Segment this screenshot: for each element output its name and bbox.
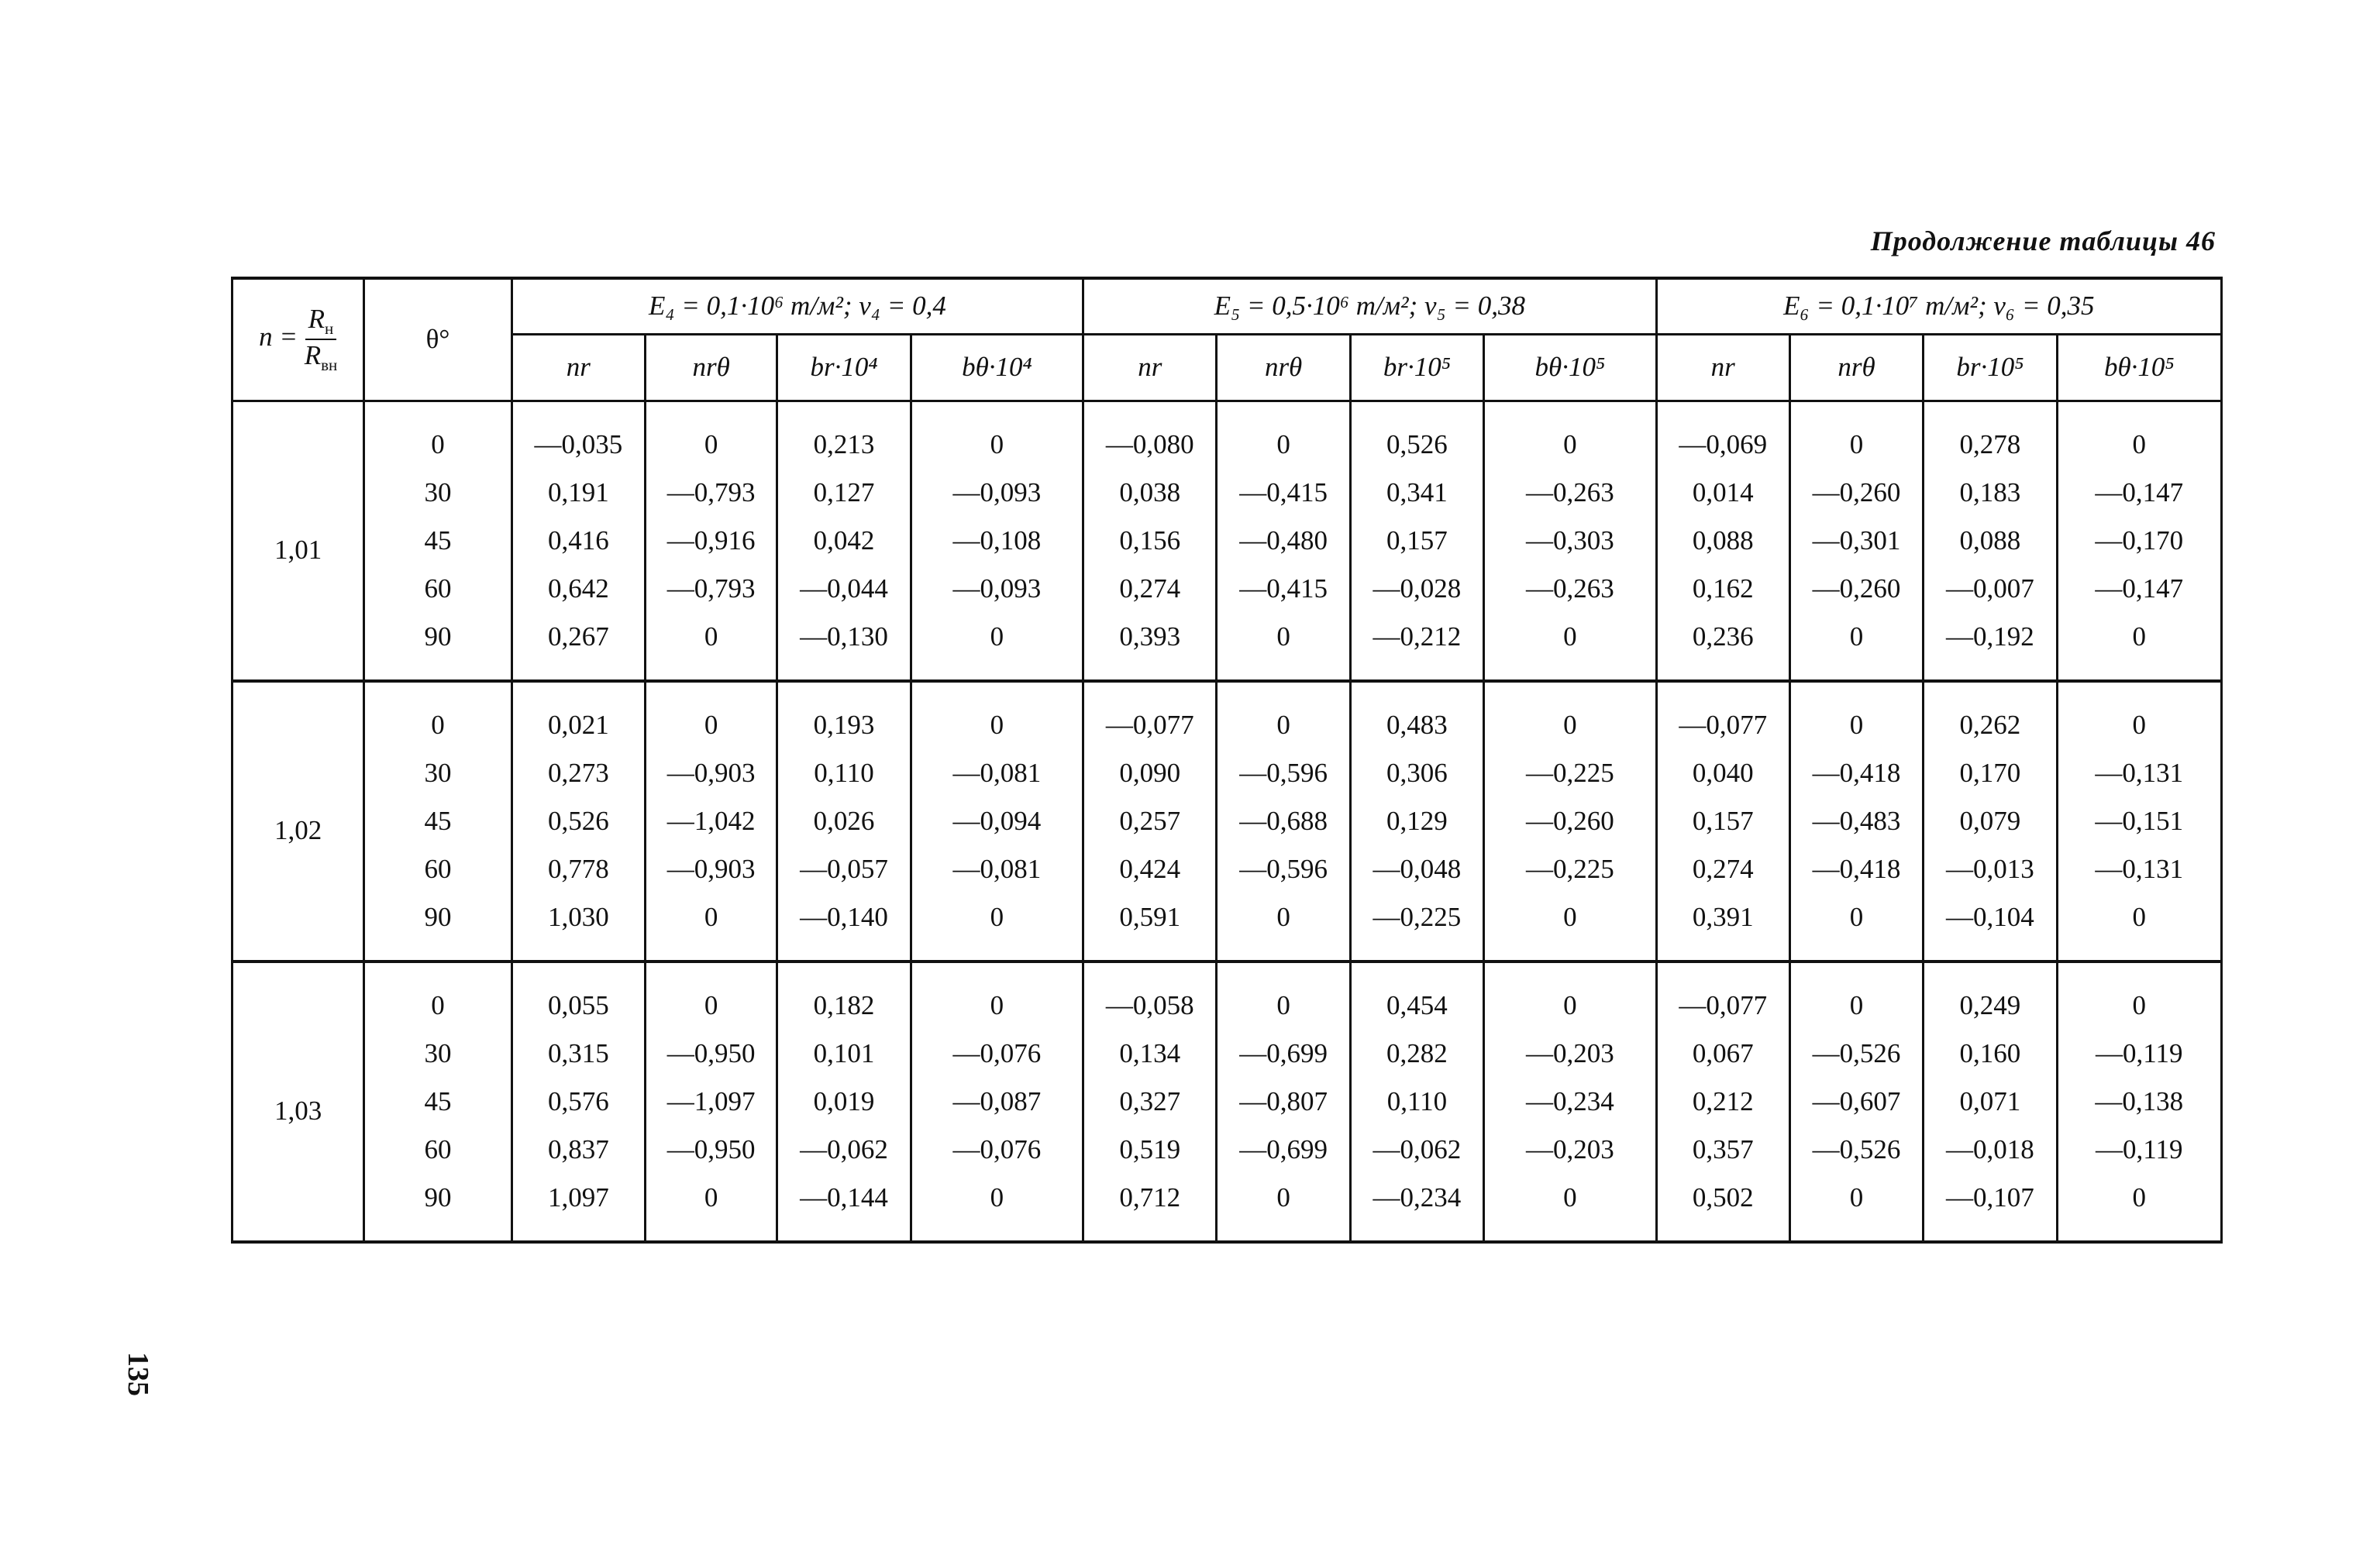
table-cell: —0,203 [1484, 1126, 1656, 1174]
table-cell: 0,038 [1083, 469, 1217, 517]
column-header: br·10⁴ [777, 334, 911, 401]
table-cell: 0 [1789, 962, 1923, 1030]
table-cell: —1,097 [646, 1078, 777, 1126]
table-cell: 0,257 [1083, 797, 1217, 845]
table-cell: 0,134 [1083, 1030, 1217, 1078]
table-cell: —0,131 [2057, 749, 2221, 797]
table-cell: 0 [646, 613, 777, 681]
table-cell: 1,097 [511, 1174, 645, 1242]
theta-value: 90 [364, 1174, 511, 1242]
theta-value: 0 [364, 401, 511, 469]
theta-value: 60 [364, 565, 511, 613]
table-cell: 0,278 [1924, 401, 2057, 469]
table-cell: 0,156 [1083, 517, 1217, 565]
table-cell: 0 [911, 401, 1083, 469]
table-cell: —0,260 [1789, 469, 1923, 517]
theta-value: 0 [364, 962, 511, 1030]
theta-header: θ° [364, 278, 511, 401]
table-cell: 0,129 [1350, 797, 1483, 845]
table-cell: —0,418 [1789, 845, 1923, 893]
table-cell: —0,028 [1350, 565, 1483, 613]
n-value: 1,03 [232, 962, 364, 1242]
table-cell: 0,454 [1350, 962, 1483, 1030]
table-row [232, 1030, 2222, 1078]
column-header: nr [1656, 334, 1789, 401]
n-numerator-sub: н [325, 319, 334, 339]
theta-value: 45 [364, 517, 511, 565]
table-cell: 0,249 [1924, 962, 2057, 1030]
table-cell: 0,157 [1350, 517, 1483, 565]
table-cell: 0 [646, 681, 777, 749]
table-cell: 0,837 [511, 1126, 645, 1174]
table-cell: 0 [911, 1174, 1083, 1242]
table-cell: 0,391 [1656, 893, 1789, 962]
table-cell: —0,131 [2057, 845, 2221, 893]
table-cell: —0,483 [1789, 797, 1923, 845]
table-cell: —0,950 [646, 1126, 777, 1174]
table-cell: 0,236 [1656, 613, 1789, 681]
table-cell: 1,030 [511, 893, 645, 962]
table-cell: 0,170 [1924, 749, 2057, 797]
table-cell: 0 [1217, 893, 1350, 962]
table-cell: —0,119 [2057, 1030, 2221, 1078]
table-cell: —0,018 [1924, 1126, 2057, 1174]
table-cell: 0 [646, 1174, 777, 1242]
table-row [232, 469, 2222, 517]
table-row [232, 893, 2222, 962]
table-cell: 0,055 [511, 962, 645, 1030]
table-cell: —0,526 [1789, 1030, 1923, 1078]
table-cell: —0,093 [911, 469, 1083, 517]
table-cell: 0 [1484, 401, 1656, 469]
theta-value: 45 [364, 1078, 511, 1126]
table-cell: 0,110 [1350, 1078, 1483, 1126]
table-cell: —0,081 [911, 845, 1083, 893]
table-cell: 0 [911, 681, 1083, 749]
table-cell: —0,234 [1484, 1078, 1656, 1126]
n-numerator: R [308, 304, 325, 335]
theta-value: 60 [364, 1126, 511, 1174]
table-cell: 0 [911, 613, 1083, 681]
table-cell: —0,526 [1789, 1126, 1923, 1174]
table-cell: —0,170 [2057, 517, 2221, 565]
column-header: bθ·10⁵ [2057, 334, 2221, 401]
table-cell: —0,151 [2057, 797, 2221, 845]
table-cell: —0,415 [1217, 565, 1350, 613]
table-cell: —0,225 [1484, 845, 1656, 893]
table-cell: —0,077 [1656, 681, 1789, 749]
n-denominator-sub: вн [321, 356, 338, 375]
table-cell: —0,076 [911, 1126, 1083, 1174]
table-row [232, 565, 2222, 613]
table-cell: —0,607 [1789, 1078, 1923, 1126]
table-cell: 0 [1789, 681, 1923, 749]
table-row [232, 1174, 2222, 1242]
table-body [232, 401, 2222, 1242]
table-cell: 0,416 [511, 517, 645, 565]
n-denominator: R [304, 340, 322, 371]
table-header [232, 278, 2222, 401]
table-cell: 0 [1217, 962, 1350, 1030]
table-cell: —0,699 [1217, 1030, 1350, 1078]
table-cell: —0,147 [2057, 565, 2221, 613]
table-cell: 0,282 [1350, 1030, 1483, 1078]
table-cell: 0,393 [1083, 613, 1217, 681]
table-cell: 0,357 [1656, 1126, 1789, 1174]
table-cell: 0,026 [777, 797, 911, 845]
table-cell: 0 [1789, 613, 1923, 681]
table-cell: —0,903 [646, 845, 777, 893]
table-cell: —0,225 [1350, 893, 1483, 962]
table-cell: 0 [646, 962, 777, 1030]
theta-value: 90 [364, 893, 511, 962]
theta-value: 30 [364, 469, 511, 517]
theta-value: 30 [364, 749, 511, 797]
table-cell: 0,262 [1924, 681, 2057, 749]
table-cell: —0,076 [911, 1030, 1083, 1078]
table-cell: 0,519 [1083, 1126, 1217, 1174]
table-cell: —0,950 [646, 1030, 777, 1078]
theta-value: 90 [364, 613, 511, 681]
table-cell: 0 [1217, 1174, 1350, 1242]
table-cell: —0,035 [511, 401, 645, 469]
table-cell: —1,042 [646, 797, 777, 845]
table-cell: 0,273 [511, 749, 645, 797]
table-cell: —0,087 [911, 1078, 1083, 1126]
table-cell: 0,315 [511, 1030, 645, 1078]
table-cell: —0,140 [777, 893, 911, 962]
table-cell: 0,642 [511, 565, 645, 613]
table-cell: —0,263 [1484, 469, 1656, 517]
table-cell: 0 [1789, 893, 1923, 962]
table-cell: 0,591 [1083, 893, 1217, 962]
table-row [232, 962, 2222, 1030]
table-row [232, 1078, 2222, 1126]
table-cell: 0,040 [1656, 749, 1789, 797]
table-cell: 0 [1484, 613, 1656, 681]
table-cell: 0 [2057, 681, 2221, 749]
table-row [232, 797, 2222, 845]
table-row [232, 845, 2222, 893]
column-header: nr [1083, 334, 1217, 401]
table-cell: —0,080 [1083, 401, 1217, 469]
table-cell: —0,699 [1217, 1126, 1350, 1174]
table-cell: 0,576 [511, 1078, 645, 1126]
page-number: 135 [122, 1352, 154, 1396]
table-cell: 0 [1217, 401, 1350, 469]
table-cell: —0,093 [911, 565, 1083, 613]
column-header: bθ·10⁴ [911, 334, 1083, 401]
table-cell: 0,267 [511, 613, 645, 681]
table-cell: —0,007 [1924, 565, 2057, 613]
table-cell: 0,019 [777, 1078, 911, 1126]
table-caption: Продолжение таблицы 46 [1870, 225, 2216, 256]
table-cell: 0 [911, 962, 1083, 1030]
table-cell: 0 [1789, 401, 1923, 469]
table-cell: 0,424 [1083, 845, 1217, 893]
table-cell: 0,014 [1656, 469, 1789, 517]
table-cell: 0,193 [777, 681, 911, 749]
table-row [232, 681, 2222, 749]
table-cell: —0,793 [646, 565, 777, 613]
table-cell: —0,069 [1656, 401, 1789, 469]
table-cell: 0,306 [1350, 749, 1483, 797]
table-cell: —0,192 [1924, 613, 2057, 681]
table-cell: 0,182 [777, 962, 911, 1030]
table-cell: 0 [1484, 962, 1656, 1030]
table-cell: 0 [1217, 681, 1350, 749]
table-cell: —0,418 [1789, 749, 1923, 797]
table-cell: 0,274 [1656, 845, 1789, 893]
table-cell: —0,807 [1217, 1078, 1350, 1126]
table-cell: 0,712 [1083, 1174, 1217, 1242]
table-cell: 0 [646, 401, 777, 469]
table-cell: —0,048 [1350, 845, 1483, 893]
table-cell: 0,088 [1924, 517, 2057, 565]
table-row [232, 1126, 2222, 1174]
table-cell: —0,077 [1083, 681, 1217, 749]
table-cell: 0,088 [1656, 517, 1789, 565]
table-row [232, 749, 2222, 797]
table-cell: 0,212 [1656, 1078, 1789, 1126]
table-cell: 0,183 [1924, 469, 2057, 517]
table-cell: —0,147 [2057, 469, 2221, 517]
theta-value: 0 [364, 681, 511, 749]
n-value: 1,01 [232, 401, 364, 681]
material-group-header-1: E₄ = 0,1·10⁶ т/м²; ν₄ = 0,4 [511, 278, 1083, 334]
table-cell: 0,327 [1083, 1078, 1217, 1126]
column-header: br·10⁵ [1924, 334, 2057, 401]
table-cell: —0,058 [1083, 962, 1217, 1030]
table-cell: 0,157 [1656, 797, 1789, 845]
table-cell: 0 [646, 893, 777, 962]
column-header: bθ·10⁵ [1484, 334, 1656, 401]
table-cell: 0 [911, 893, 1083, 962]
table-cell: —0,260 [1484, 797, 1656, 845]
table-cell: 0,213 [777, 401, 911, 469]
column-header: nrθ [646, 334, 777, 401]
table-cell: 0 [1789, 1174, 1923, 1242]
table-cell: 0,110 [777, 749, 911, 797]
table-cell: —0,130 [777, 613, 911, 681]
table-cell: 0 [1484, 893, 1656, 962]
column-header: nrθ [1789, 334, 1923, 401]
table-cell: 0,274 [1083, 565, 1217, 613]
table-row [232, 401, 2222, 469]
table-cell: —0,596 [1217, 845, 1350, 893]
n-fraction [305, 304, 338, 375]
table-cell: 0,160 [1924, 1030, 2057, 1078]
table-cell: —0,013 [1924, 845, 2057, 893]
table-row [232, 517, 2222, 565]
table-cell: —0,263 [1484, 565, 1656, 613]
table-cell: 0,071 [1924, 1078, 2057, 1126]
table-cell: 0 [2057, 893, 2221, 962]
table-cell: —0,596 [1217, 749, 1350, 797]
table-cell: 0,042 [777, 517, 911, 565]
table-cell: —0,916 [646, 517, 777, 565]
table-cell: —0,903 [646, 749, 777, 797]
table-cell: —0,081 [911, 749, 1083, 797]
table-cell: —0,044 [777, 565, 911, 613]
table-cell: 0 [2057, 613, 2221, 681]
table-cell: —0,062 [777, 1126, 911, 1174]
column-header: br·10⁵ [1350, 334, 1483, 401]
table-cell: 0,483 [1350, 681, 1483, 749]
table-cell: —0,260 [1789, 565, 1923, 613]
table-cell: —0,062 [1350, 1126, 1483, 1174]
table-cell: 0,127 [777, 469, 911, 517]
table-cell: 0 [1484, 681, 1656, 749]
table-cell: —0,480 [1217, 517, 1350, 565]
table-cell: 0,101 [777, 1030, 911, 1078]
table-cell: —0,793 [646, 469, 777, 517]
table-cell: —0,104 [1924, 893, 2057, 962]
table-cell: —0,138 [2057, 1078, 2221, 1126]
table-cell: —0,225 [1484, 749, 1656, 797]
table-cell: 0,502 [1656, 1174, 1789, 1242]
table-cell: —0,688 [1217, 797, 1350, 845]
theta-value: 30 [364, 1030, 511, 1078]
n-value: 1,02 [232, 681, 364, 962]
n-ratio-header [232, 278, 364, 401]
table-cell: —0,108 [911, 517, 1083, 565]
column-header: nr [511, 334, 645, 401]
table-cell: 0,021 [511, 681, 645, 749]
data-table [231, 277, 2223, 1244]
table-cell: —0,094 [911, 797, 1083, 845]
table-cell: —0,107 [1924, 1174, 2057, 1242]
table-cell: 0,162 [1656, 565, 1789, 613]
table-cell: 0,778 [511, 845, 645, 893]
table-cell: 0,191 [511, 469, 645, 517]
table-cell: —0,119 [2057, 1126, 2221, 1174]
table-cell: —0,234 [1350, 1174, 1483, 1242]
table-cell: —0,077 [1656, 962, 1789, 1030]
material-group-header-3: E₆ = 0,1·10⁷ т/м²; ν₆ = 0,35 [1656, 278, 2221, 334]
theta-value: 45 [364, 797, 511, 845]
column-header: nrθ [1217, 334, 1350, 401]
table-cell: 0 [2057, 962, 2221, 1030]
table-row [232, 613, 2222, 681]
table-cell: 0,341 [1350, 469, 1483, 517]
table-cell: 0,526 [1350, 401, 1483, 469]
table-cell: —0,301 [1789, 517, 1923, 565]
table-cell: —0,212 [1350, 613, 1483, 681]
theta-value: 60 [364, 845, 511, 893]
table-cell: —0,144 [777, 1174, 911, 1242]
table-cell: 0,090 [1083, 749, 1217, 797]
material-group-header-2: E₅ = 0,5·10⁶ т/м²; ν₅ = 0,38 [1083, 278, 1656, 334]
table-cell: —0,303 [1484, 517, 1656, 565]
table-cell: 0 [1217, 613, 1350, 681]
table-cell: —0,415 [1217, 469, 1350, 517]
table-cell: 0 [1484, 1174, 1656, 1242]
table-cell: 0 [2057, 401, 2221, 469]
table-cell: 0,079 [1924, 797, 2057, 845]
table-cell: 0 [2057, 1174, 2221, 1242]
table-cell: 0,067 [1656, 1030, 1789, 1078]
table-cell: —0,203 [1484, 1030, 1656, 1078]
n-label: n = [259, 322, 298, 353]
table-cell: 0,526 [511, 797, 645, 845]
table-cell: —0,057 [777, 845, 911, 893]
